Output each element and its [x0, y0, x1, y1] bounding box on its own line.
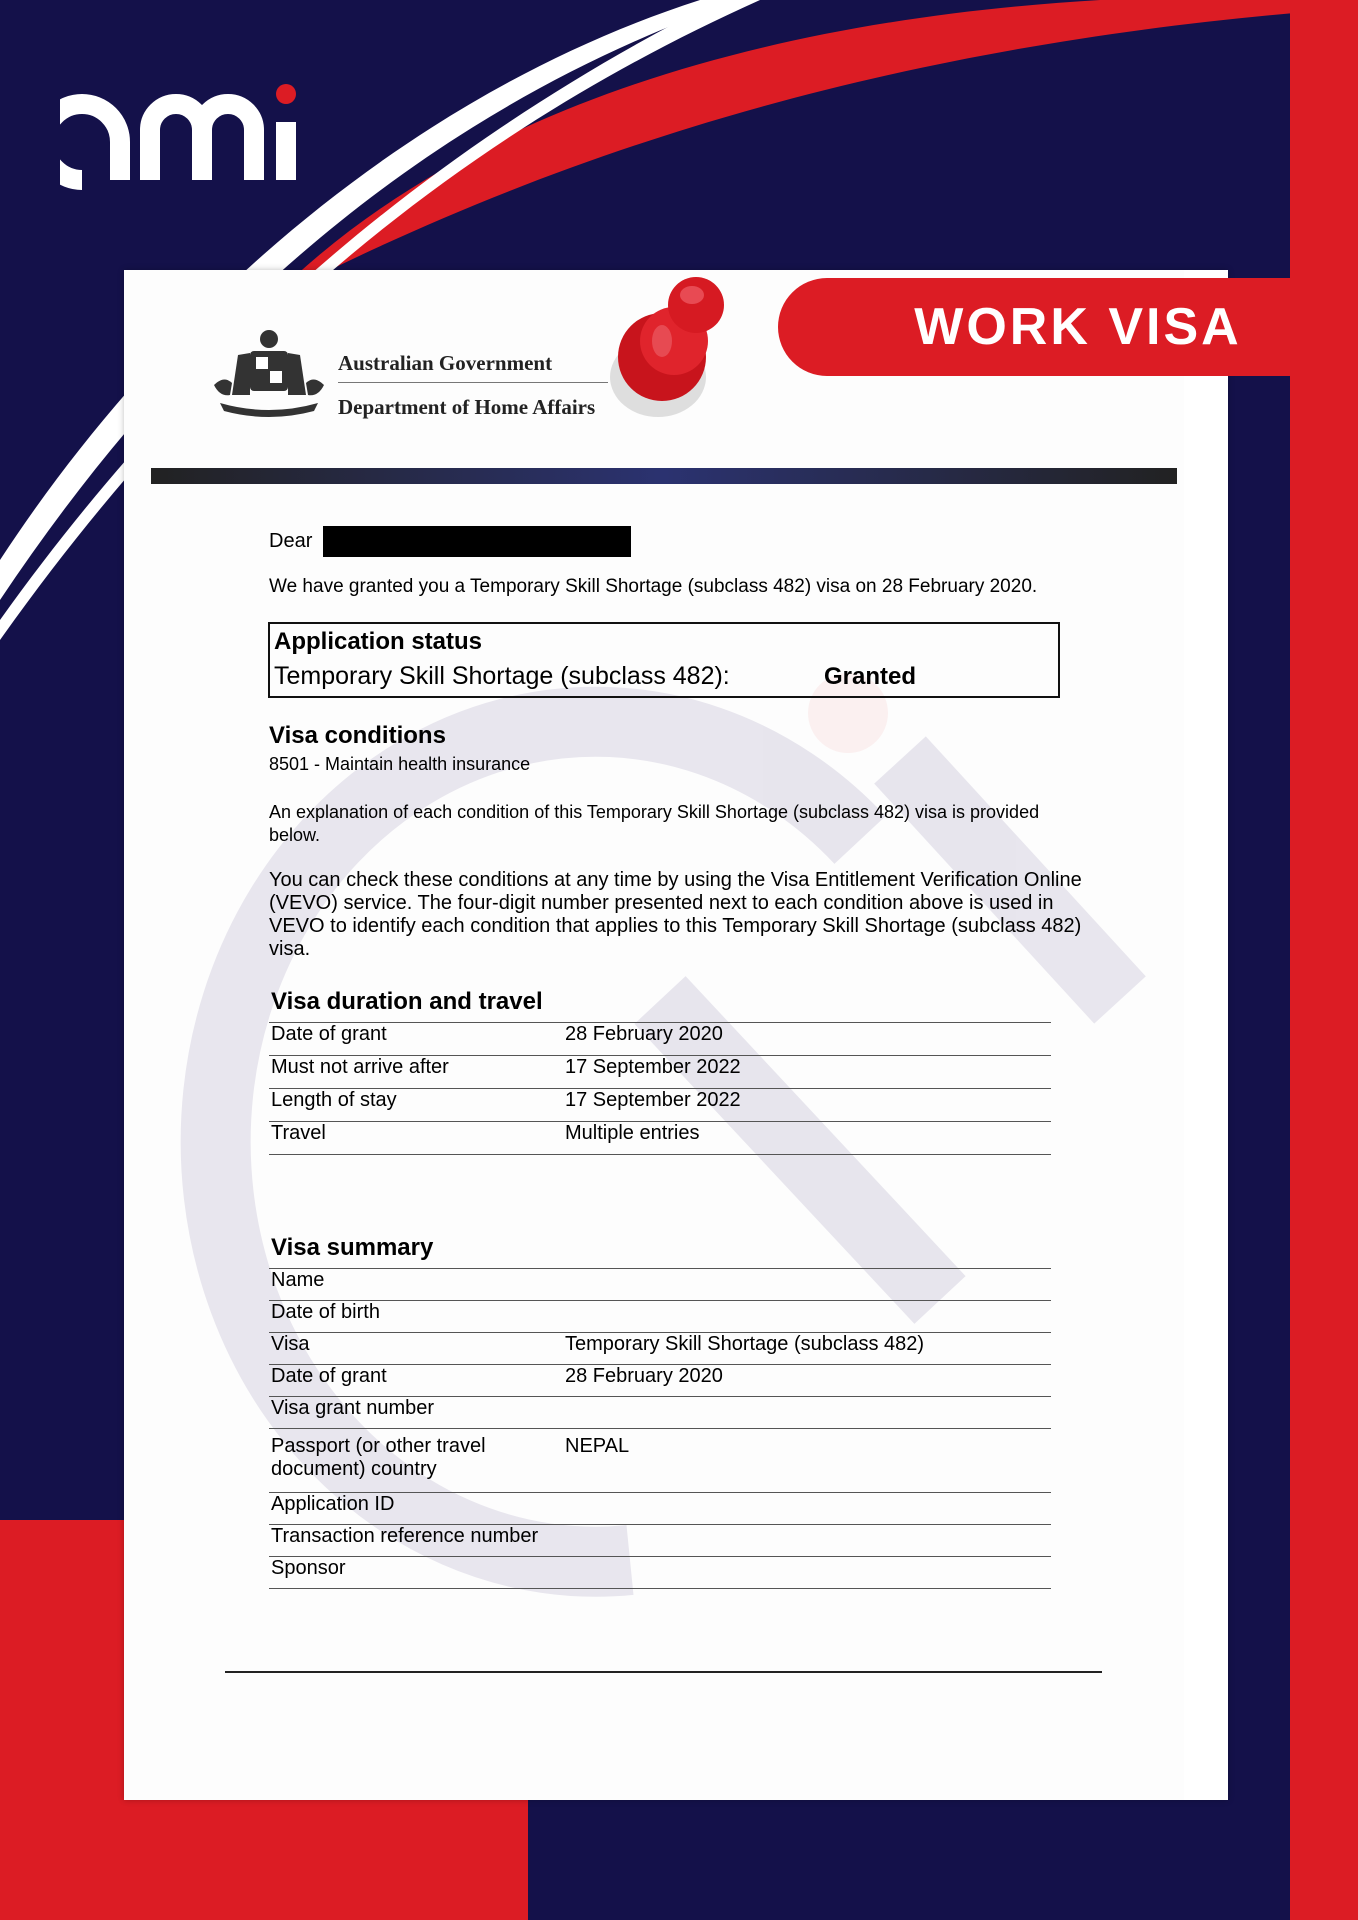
summary-value: 28 February 2020	[563, 1365, 1051, 1397]
work-visa-badge	[778, 278, 1358, 376]
duration-value: 17 September 2022	[563, 1056, 1051, 1089]
summary-label: Passport (or other travel document) country	[269, 1429, 563, 1493]
summary-value	[563, 1525, 1051, 1557]
application-status-box	[268, 622, 1060, 698]
table-row	[269, 1333, 1051, 1365]
table-row	[269, 1023, 1051, 1056]
summary-label: Date of birth	[269, 1301, 563, 1333]
table-row	[269, 1525, 1051, 1557]
table-row	[269, 1493, 1051, 1525]
duration-value: 28 February 2020	[563, 1023, 1051, 1056]
application-status-heading: Application status	[274, 628, 483, 655]
header-rule	[151, 468, 1177, 484]
government-name: Australian Government	[338, 351, 553, 375]
table-row	[269, 1397, 1051, 1429]
summary-value: NEPAL	[563, 1429, 1051, 1493]
summary-value	[563, 1269, 1051, 1301]
table-row	[269, 1365, 1051, 1397]
summary-value: Temporary Skill Shortage (subclass 482)	[563, 1333, 1051, 1365]
visa-duration-table	[269, 1022, 1051, 1155]
coat-of-arms-icon	[210, 325, 328, 421]
grant-intro: We have granted you a Temporary Skill Shortage (subclass 482) visa on 28 February 2020.	[269, 576, 1038, 597]
department-name: Department of Home Affairs	[338, 395, 596, 419]
duration-label: Length of stay	[269, 1089, 563, 1122]
visa-duration-heading: Visa duration and travel	[271, 988, 543, 1015]
table-row	[269, 1122, 1051, 1155]
duration-label: Date of grant	[269, 1023, 563, 1056]
conditions-explanation: An explanation of each condition of this Temporary Skill Shortage (subclass 482) visa is provided below.	[269, 802, 1040, 845]
government-header	[210, 325, 630, 425]
summary-label: Date of grant	[269, 1365, 563, 1397]
government-divider	[338, 382, 608, 383]
summary-value	[563, 1301, 1051, 1333]
duration-value: Multiple entries	[563, 1122, 1051, 1155]
work-visa-label: WORK VISA	[914, 298, 1242, 356]
table-row	[269, 1056, 1051, 1089]
redacted-name	[323, 526, 631, 557]
table-row	[269, 1089, 1051, 1122]
summary-label: Visa grant number	[269, 1397, 563, 1429]
duration-value: 17 September 2022	[563, 1089, 1051, 1122]
application-status-value: Granted	[824, 663, 917, 690]
footer-rule	[225, 1671, 1102, 1673]
duration-label: Travel	[269, 1122, 563, 1155]
summary-value	[563, 1493, 1051, 1525]
summary-label: Sponsor	[269, 1557, 563, 1589]
duration-label: Must not arrive after	[269, 1056, 563, 1089]
summary-value	[563, 1557, 1051, 1589]
summary-label: Transaction reference number	[269, 1525, 563, 1557]
summary-label: Application ID	[269, 1493, 563, 1525]
visa-summary-table	[269, 1268, 1051, 1589]
summary-value	[563, 1397, 1051, 1429]
table-row	[269, 1269, 1051, 1301]
table-row	[269, 1301, 1051, 1333]
visa-condition-item: 8501 - Maintain health insurance	[269, 754, 531, 774]
visa-conditions-heading: Visa conditions	[269, 722, 446, 749]
salutation: Dear	[269, 530, 313, 552]
table-row	[269, 1429, 1051, 1493]
application-status-label: Temporary Skill Shortage (subclass 482):	[274, 662, 730, 690]
visa-summary-heading: Visa summary	[271, 1234, 434, 1261]
table-row	[269, 1557, 1051, 1589]
push-pin-icon	[600, 265, 750, 425]
vevo-paragraph: You can check these conditions at any time by using the Visa Entitlement Verification Online (VEVO) service. The four-digit number presented next to each condition above is used in VEVO to identify each condition that applies to this Temporary Skill Shortage (subclass 482) visa.	[269, 869, 1082, 960]
summary-label: Visa	[269, 1333, 563, 1365]
summary-label: Name	[269, 1269, 563, 1301]
